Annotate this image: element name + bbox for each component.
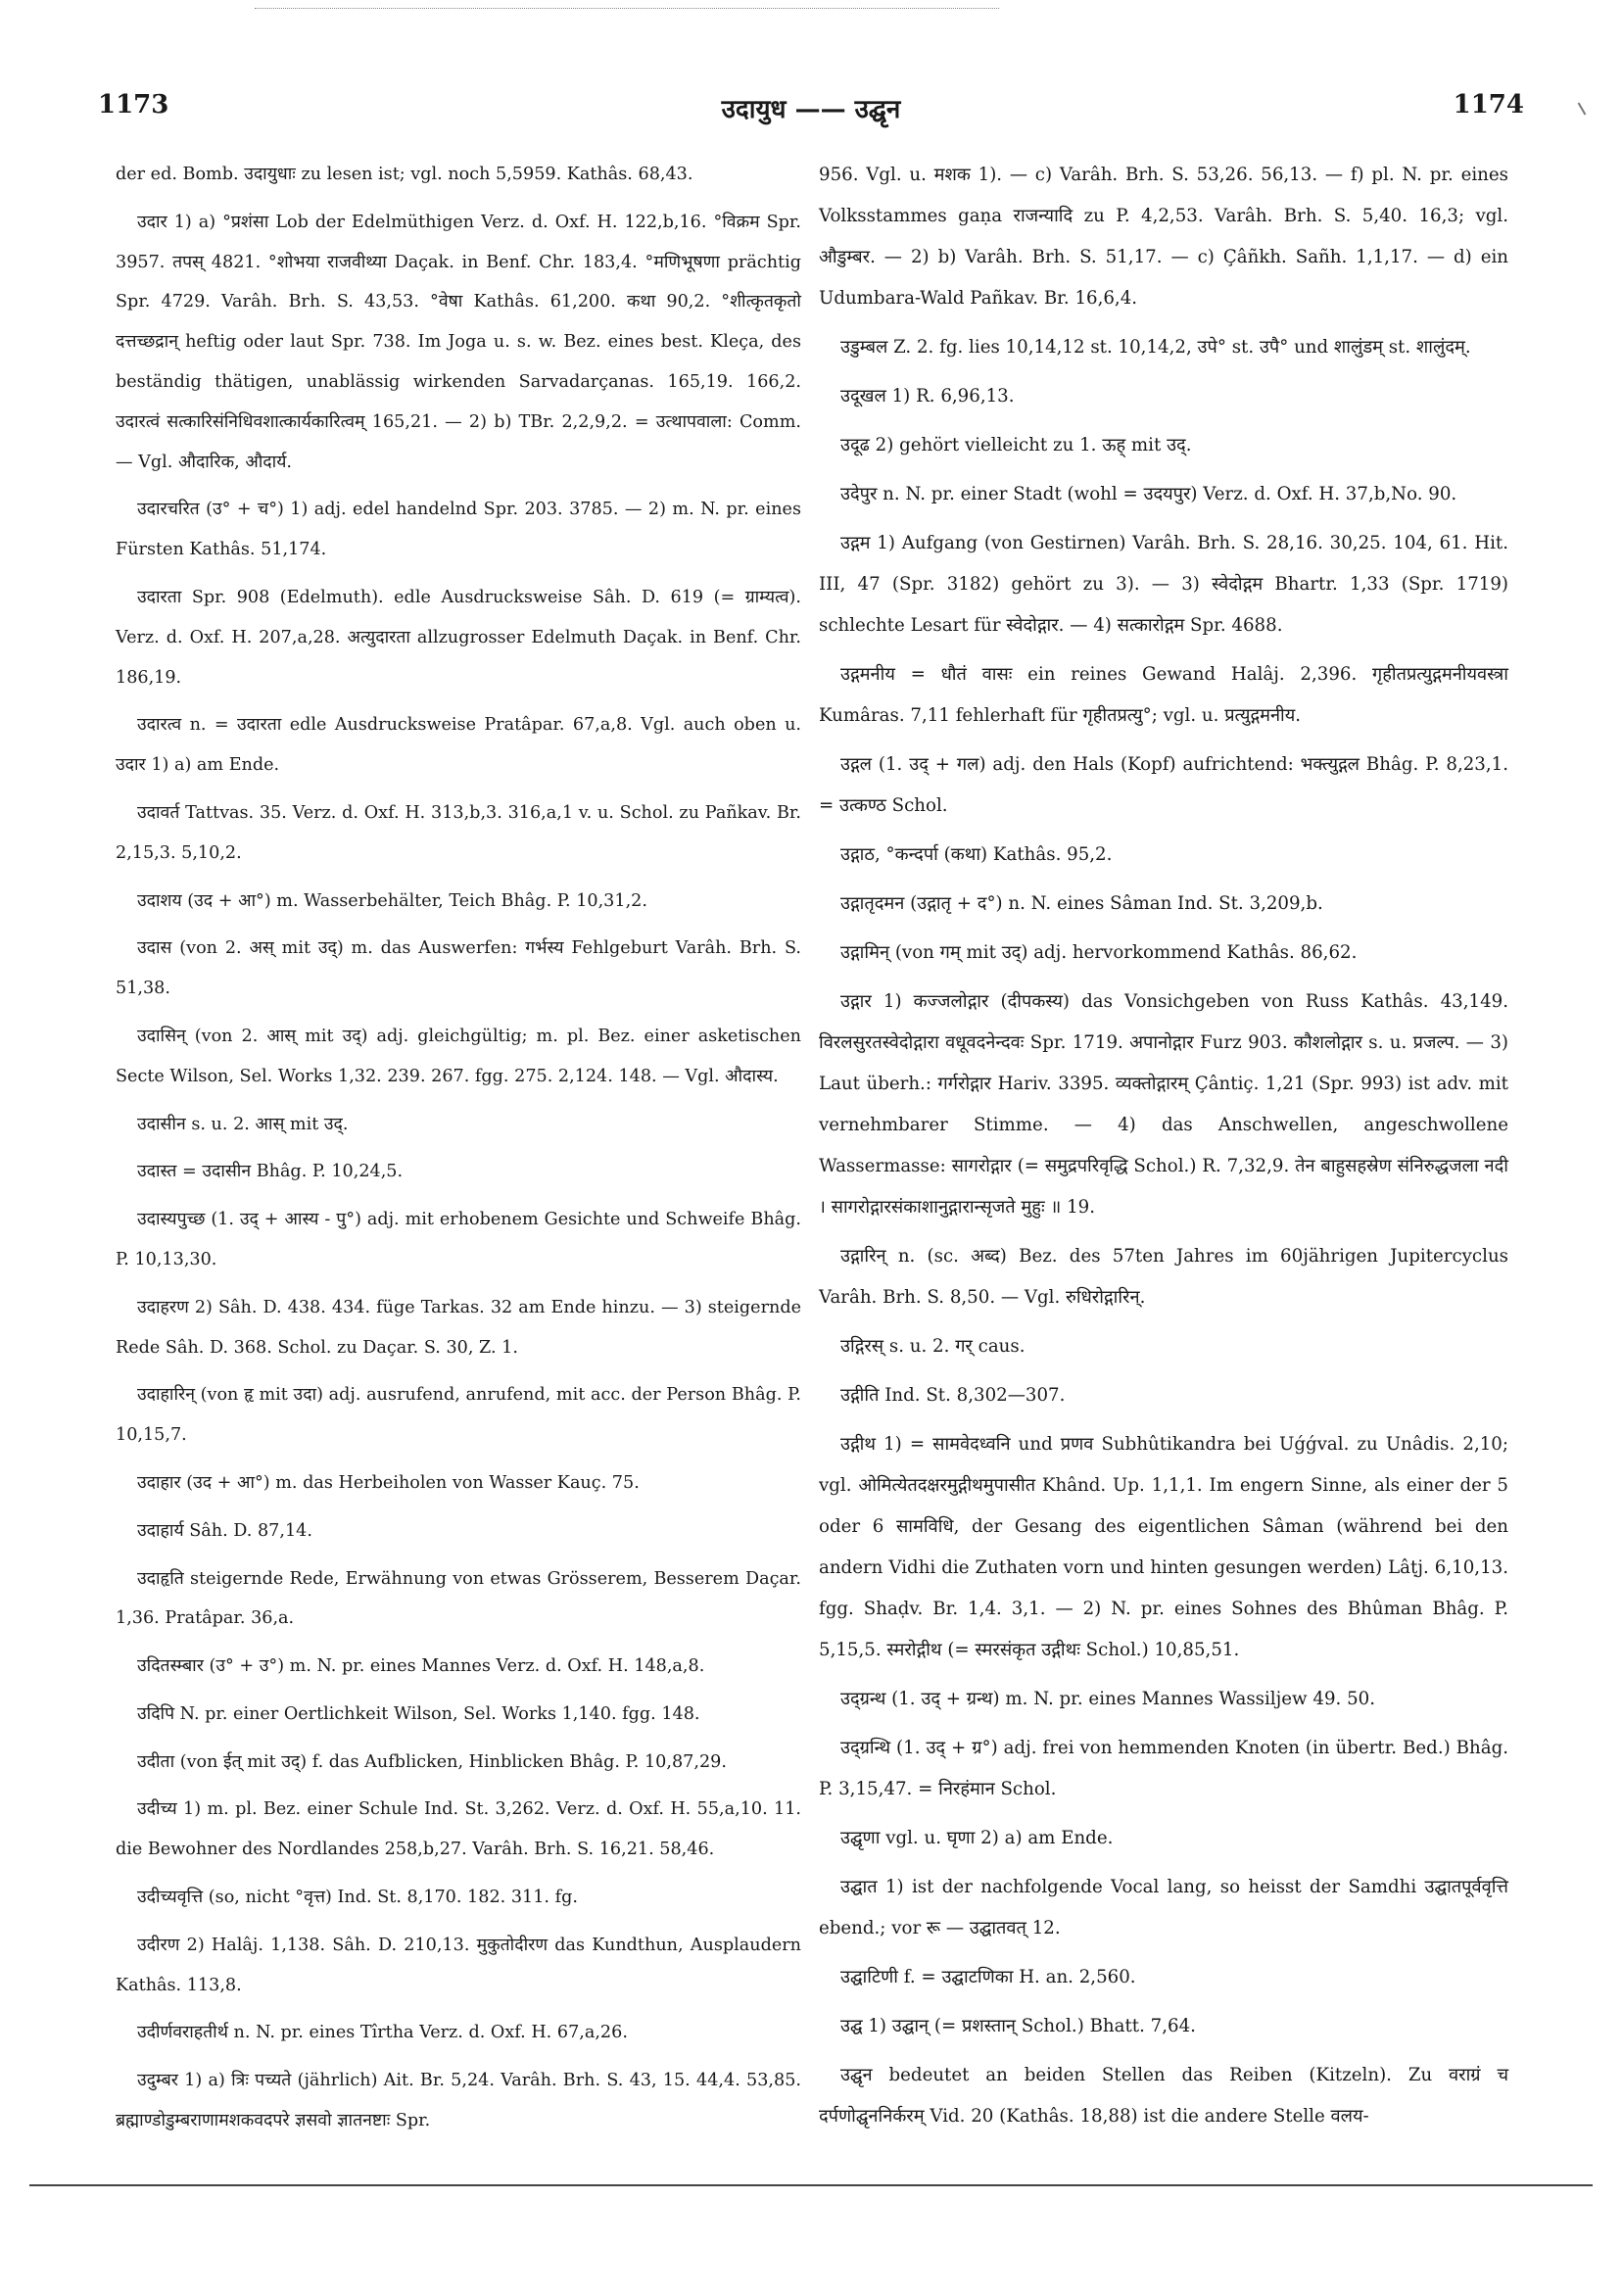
- dictionary-entry: उद्गल (1. उद् + गल) adj. den Hals (Kopf) aufrichtend: भक्त्युद्गल Bhâg. P. 8,23,1. = उत्कण्ठ Schol.: [819, 754, 1508, 816]
- dictionary-entry: उदास्यपुच्छ (1. उद् + आस्य - पु°) adj. mit erhobenem Gesichte und Schweife Bhâg. P. 10,13,30.: [116, 1210, 801, 1269]
- dictionary-entry: उडुम्बल Z. 2. fg. lies 10,14,12 st. 10,14,2, उपे° st. उपै° und शालुंडम् st. शालुंदम्.: [840, 337, 1471, 358]
- dictionary-entry: उदेपुर n. N. pr. einer Stadt (wohl = उदयपुर) Verz. d. Oxf. H. 37,b,No. 90.: [840, 484, 1457, 504]
- running-title: उदायुध —— उद्घृन: [721, 95, 901, 124]
- dictionary-entry: उद्घाटिणी f. = उद्घाटणिका H. an. 2,560.: [840, 1967, 1136, 1987]
- dictionary-entry: उदाहारिन् (von हृ mit उदा) adj. ausrufend, anrufend, mit acc. der Person Bhâg. P. 10,15,7.: [116, 1385, 801, 1446]
- dictionary-entry: 956. Vgl. u. मशक 1). — c) Varâh. Brh. S. 53,26. 56,13. — f) pl. N. pr. eines Volksstammes gaṇa राजन्यादि zu P. 4,2,53. Varâh. Brh. S. 5,40. 16,3; vgl. औडुम्बर. — 2) b) Varâh. Brh. S. 51,17. — c) Çâñkh. Sañh. 1,1,17. — d) ein Udumbara-Wald Pañkav. Br. 16,6,4.: [819, 165, 1508, 309]
- page-header: [98, 90, 1524, 129]
- dictionary-entry: उदीर्णवराहतीर्थ n. N. pr. eines Tîrtha Verz. d. Oxf. H. 67,a,26.: [137, 2023, 628, 2043]
- dictionary-entry: उदावर्त Tattvas. 35. Verz. d. Oxf. H. 313,b,3. 316,a,1 v. u. Schol. zu Pañkav. Br. 2,15,3. 5,10,2.: [116, 802, 801, 863]
- dictionary-entry: उदिपि N. pr. einer Oertlichkeit Wilson, Sel. Works 1,140. fgg. 148.: [137, 1703, 700, 1724]
- dictionary-entry: उदारत्व n. = उदारता edle Ausdrucksweise Pratâpar. 67,a,8. Vgl. auch oben u. उदार 1) a) am Ende.: [116, 715, 801, 776]
- dictionary-entry: उदीच्यवृत्ति (so, nicht °वृत्त) Ind. St. 8,170. 182. 311. fg.: [137, 1888, 578, 1908]
- dictionary-entry: उद्ग्रन्थ (1. उद् + ग्रन्थ) m. N. pr. eines Mannes Wassiljew 49. 50.: [840, 1689, 1376, 1709]
- right-column: [819, 155, 1508, 2145]
- left-column: [116, 155, 801, 2149]
- dictionary-entry: उदारता Spr. 908 (Edelmuth). edle Ausdrucksweise Sâh. D. 619 (= ग्राम्यत्व). Verz. d. Oxf. H. 207,a,28. अत्युदारता allzugrosser Edelmuth Daçak. in Benf. Chr. 186,19.: [116, 587, 801, 688]
- dictionary-entry: उदाहार (उद + आ°) m. das Herbeiholen von Wasser Kauç. 75.: [137, 1472, 640, 1493]
- dictionary-entry: उदार 1) a) °प्रशंसा Lob der Edelmüthigen Verz. d. Oxf. H. 122,b,16. °विक्रम Spr. 3957. तपस् 4821. °शोभया राजवीथ्या Daçak. in Benf. Chr. 183,4. °मणिभूषणा prächtig Spr. 4729. Varâh. Brh. S. 43,53. °वेषा Kathâs. 61,200. कथा 90,2. °शीत्कृतकृतो दत्तच्छद्रान् heftig oder laut Spr. 738. Im Joga u. s. w. Bez. eines best. Kleça, des beständig thätigen, unablässig wirkenden Sarvadarçanas. 165,19. 166,2. उदारत्वं सत्कारिसंनिधिवशात्कार्यकारित्वम् 165,21. — 2) b) TBr. 2,2,9,2. = उत्थापवाला: Comm. — Vgl. औदारिक, औदार्य.: [116, 212, 801, 472]
- dictionary-entry: उद्गीति Ind. St. 8,302—307.: [840, 1385, 1066, 1406]
- dictionary-entry: उद्ग्रन्थि (1. उद् + ग्र°) adj. frei von hemmenden Knoten (in übertr. Bed.) Bhâg. P. 3,15,47. = निरहंमान Schol.: [819, 1738, 1508, 1799]
- scan-mark: [1578, 102, 1587, 115]
- dictionary-entry: उद्गम 1) Aufgang (von Gestirnen) Varâh. Brh. S. 28,16. 30,25. 104, 61. Hit. III, 47 (Spr. 3182) gehört zu 3). — 3) स्वेदोद्गम Bhartr. 1,33 (Spr. 1719) schlechte Lesart für स्वेदोद्गार. — 4) सत्कारोद्गम Spr. 4688.: [819, 533, 1508, 636]
- page-number-right: 1174: [1453, 90, 1524, 120]
- dictionary-entry: उदुम्बर 1) a) त्रिः पच्यते (jährlich) Ait. Br. 5,24. Varâh. Brh. S. 43, 15. 44,4. 53,85. ब्रह्माण्डोडुम्बराणामशकवदपरे ज्ञसवो ज्ञातनष्टाः Spr.: [116, 2071, 801, 2131]
- dictionary-entry: उद्घात 1) ist der nachfolgende Vocal lang, so heisst der Samdhi उद्घातपूर्ववृत्ति ebend.; vor रू — उद्घातवत् 12.: [819, 1877, 1508, 1938]
- dictionary-entry: उदाशय (उद + आ°) m. Wasserbehälter, Teich Bhâg. P. 10,31,2.: [137, 890, 647, 911]
- dictionary-entry: उदीच्य 1) m. pl. Bez. einer Schule Ind. St. 3,262. Verz. d. Oxf. H. 55,a,10. 11. die Bewohner des Nordlandes 258,b,27. Varâh. Brh. S. 16,21. 58,46.: [116, 1799, 801, 1860]
- dictionary-entry: उदीरण 2) Halâj. 1,138. Sâh. D. 210,13. मुकुतोदीरण das Kundthun, Ausplaudern Kathâs. 113,8.: [116, 1935, 801, 1995]
- dictionary-entry: उदास्त = उदासीन Bhâg. P. 10,24,5.: [137, 1162, 404, 1182]
- dictionary-entry: उद्गामिन् (von गम् mit उद्) adj. hervorkommend Kathâs. 86,62.: [840, 942, 1358, 963]
- page-number-left: 1173: [98, 90, 169, 120]
- dictionary-entry: उद्घ 1) उद्घान् (= प्रशस्तान् Schol.) Bhatt. 7,64.: [840, 2016, 1196, 2036]
- dictionary-entry: उदारचरित (उ° + च°) 1) adj. edel handelnd Spr. 203. 3785. — 2) m. N. pr. eines Fürsten Kathâs. 51,174.: [116, 500, 801, 560]
- dictionary-entry: उदासिन् (von 2. आस् mit उद्) adj. gleichgültig; m. pl. Bez. einer asketischen Secte Wilson, Sel. Works 1,32. 239. 267. fgg. 275. 2,124. 148. — Vgl. औदास्य.: [116, 1026, 801, 1086]
- dictionary-entry: उद्घृन bedeutet an beiden Stellen das Reiben (Kitzeln). Zu वराग्रं च दर्पणोद्घृननिर्करम् Vid. 20 (Kathâs. 18,88) ist die andere Stelle वलय-: [819, 2065, 1508, 2127]
- scan-artifact: [255, 8, 999, 11]
- dictionary-entry: उद्गीथ 1) = सामवेदध्वनि und प्रणव Subhûtikandra bei Uǵǵval. zu Unâdis. 2,10; vgl. ओमित्येतदक्षरमुद्गीथमुपासीत Khând. Up. 1,1,1. Im engern Sinne, als einer der 5 oder 6 सामविधि, der Gesang des eigentlichen Sâman (während bei den andern Vidhi die Zuthaten vorn und hinten gesungen werden) Lâṭj. 6,10,13. fgg. Shaḍv. Br. 1,4. 3,1. — 2) N. pr. eines Sohnes des Bhûman Bhâg. P. 5,15,5. स्मरोद्गीथ (= स्मरसंकृत उद्गीथः Schol.) 10,85,51.: [819, 1434, 1508, 1660]
- dictionary-entry: उदीता (von ईत् mit उद्) f. das Aufblicken, Hinblicken Bhâg. P. 10,87,29.: [137, 1751, 727, 1772]
- dictionary-entry: उदूखल 1) R. 6,96,13.: [840, 386, 1015, 407]
- dictionary-entry: उदाहृति steigernde Rede, Erwähnung von etwas Grösserem, Besserem Daçar. 1,36. Pratâpar. 36,a.: [116, 1568, 801, 1629]
- dictionary-entry: उदास (von 2. अस् mit उद्) m. das Auswerfen: गर्भस्य Fehlgeburt Varâh. Brh. S. 51,38.: [116, 938, 801, 999]
- dictionary-entry: उद्गिरस् s. u. 2. गर् caus.: [840, 1336, 1026, 1357]
- dictionary-entry: उदाहरण 2) Sâh. D. 438. 434. füge Tarkas. 32 am Ende hinzu. — 3) steigernde Rede Sâh. D. 368. Schol. zu Daçar. S. 30, Z. 1.: [116, 1297, 801, 1358]
- dictionary-entry: उद्गारिन् n. (sc. अब्द) Bez. des 57ten Jahres im 60jährigen Jupitercyclus Varâh. Brh. S. 8,50. — Vgl. रुधिरोद्गारिन्.: [819, 1246, 1508, 1308]
- dictionary-entry: उद्गाठ, °कन्दर्पा (कथा) Kathâs. 95,2.: [840, 844, 1113, 865]
- dictionary-entry: उद्गमनीय = धौतं वासः ein reines Gewand Halâj. 2,396. गृहीतप्रत्युद्गमनीयवस्त्रा Kumâras. 7,11 fehlerhaft für गृहीतप्रत्यु°; vgl. u. प्रत्युद्गमनीय.: [819, 664, 1508, 726]
- dictionary-entry: उदितस्म्बार (उ° + उ°) m. N. pr. eines Mannes Verz. d. Oxf. H. 148,a,8.: [137, 1656, 705, 1677]
- bottom-rule: [29, 2184, 1593, 2186]
- dictionary-entry: उद्गार 1) कज्जलोद्गार (दीपकस्य) das Vonsichgeben von Russ Kathâs. 43,149. विरलसुरतस्वेदोद्गारा वधूवदनेन्दवः Spr. 1719. अपानोद्गार Furz 903. कौशलोद्गार s. u. प्रजल्प. — 3) Laut überh.: गर्गरोद्गार Hariv. 3395. व्यक्तोद्गारम् Çântiç. 1,21 (Spr. 993) ist adv. mit vernehmbarer Stimme. — 4) das Anschwellen, angeschwollene Wassermasse: सागरोद्गार (= समुद्रपरिवृद्धि Schol.) R. 7,32,9. तेन बाहुसहस्रेण संनिरुद्धजला नदी । सागरोद्गारसंकाशानुद्गारान्सृजते मुहुः ॥ 19.: [819, 991, 1508, 1218]
- dictionary-entry: उदासीन s. u. 2. आस् mit उद्.: [137, 1114, 349, 1134]
- dictionary-entry: उद्गातृदमन (उद्गातृ + द°) n. N. eines Sâman Ind. St. 3,209,b.: [840, 893, 1323, 914]
- dictionary-entry: der ed. Bomb. उदायुधाः zu lesen ist; vgl. noch 5,5959. Kathâs. 68,43.: [116, 165, 693, 184]
- dictionary-entry: उदूढ 2) gehört vielleicht zu 1. ऊह् mit उद्.: [840, 435, 1192, 455]
- dictionary-entry: उद्घृणा vgl. u. घृणा 2) a) am Ende.: [840, 1828, 1114, 1848]
- dictionary-entry: उदाहार्य Sâh. D. 87,14.: [137, 1520, 312, 1541]
